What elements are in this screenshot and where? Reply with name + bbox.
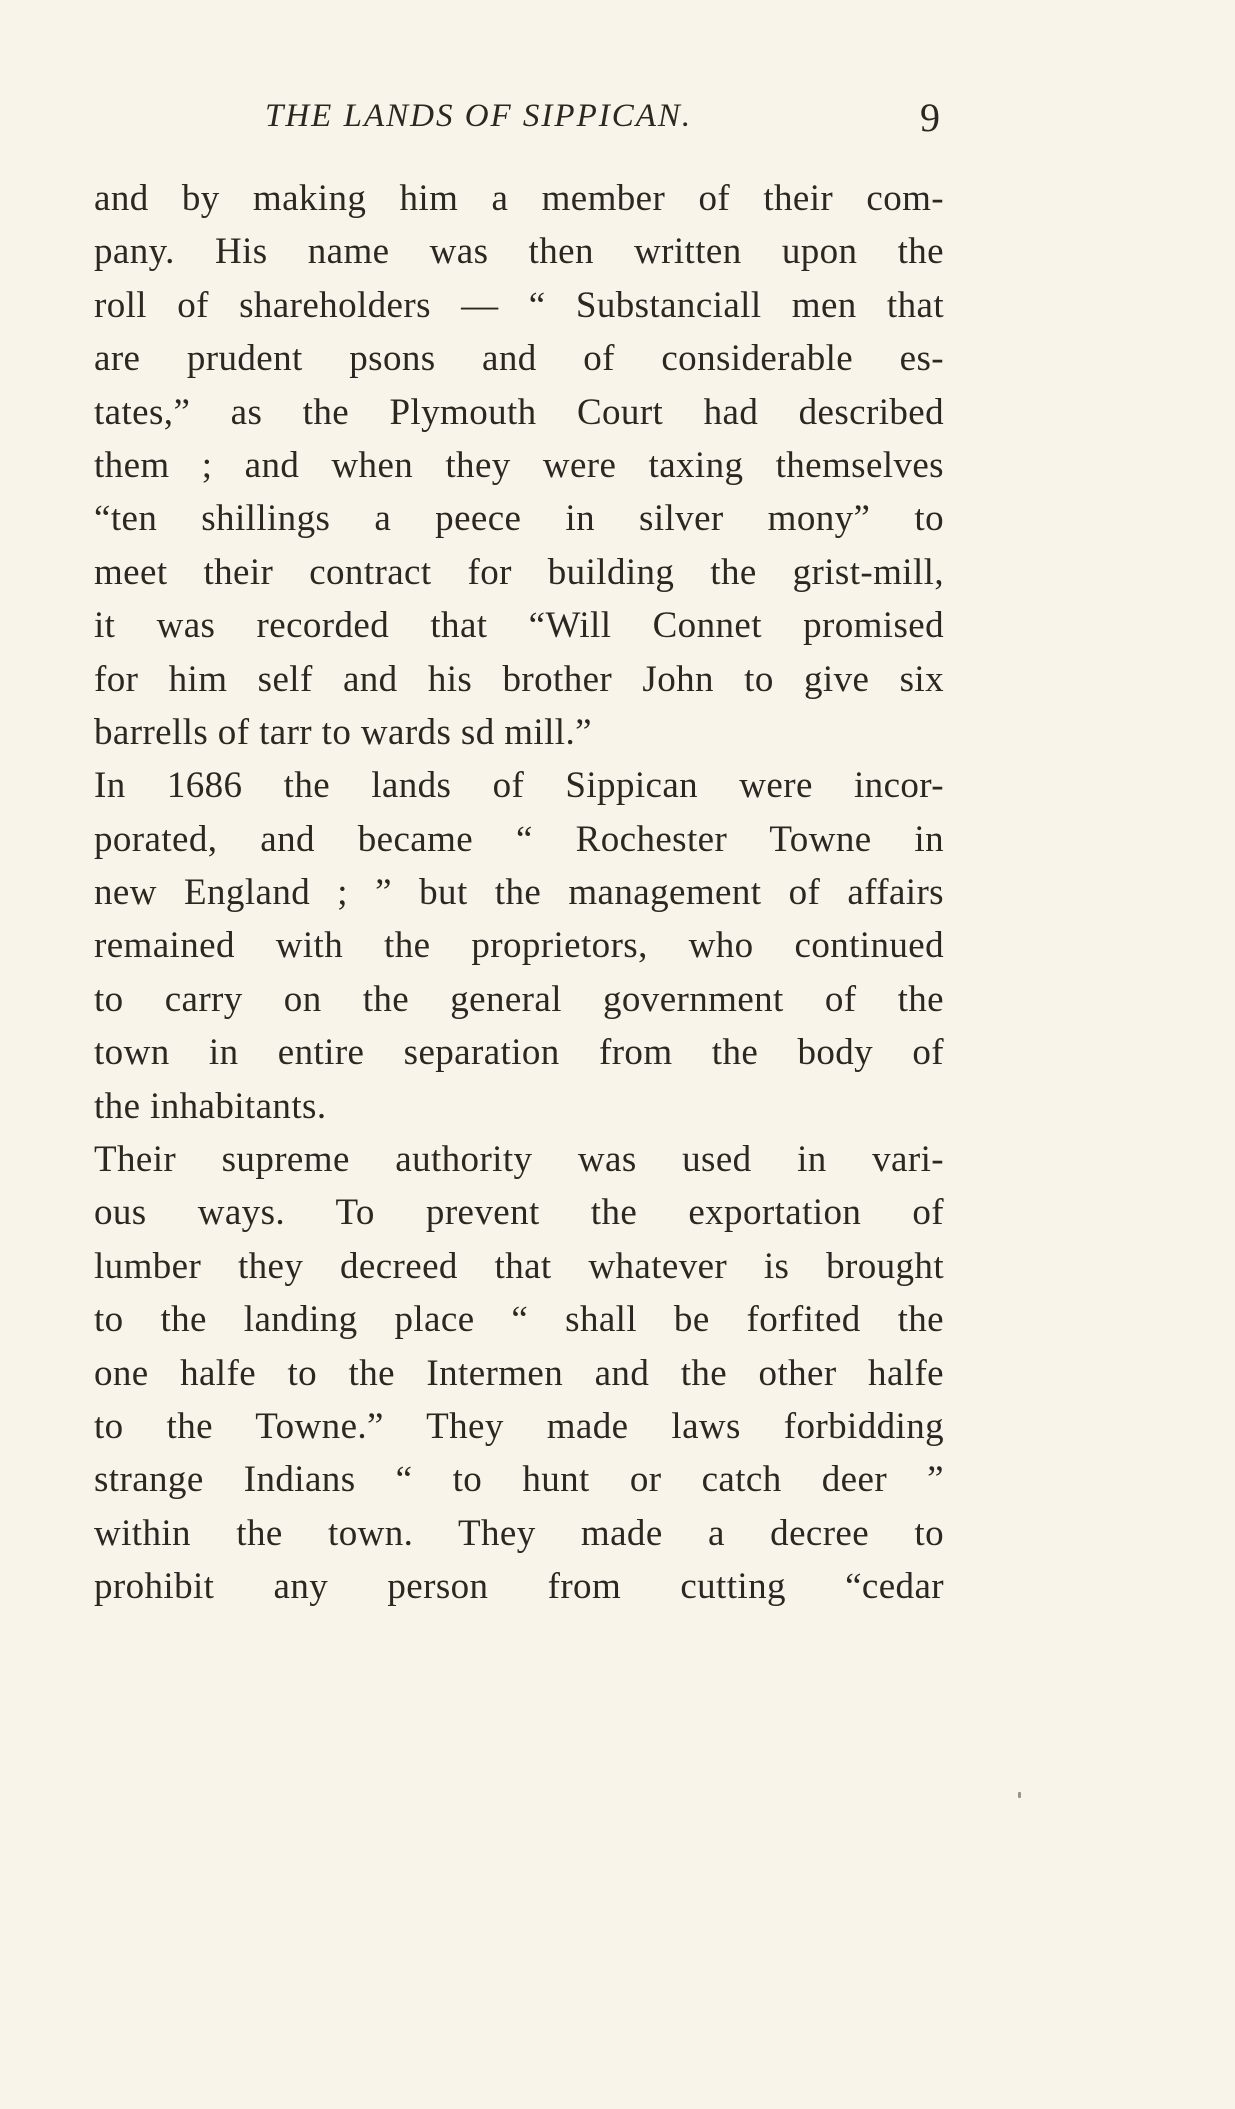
text-line: to carry on the general government of the: [94, 978, 944, 1020]
text-line: lumber they decreed that whatever is brought: [94, 1245, 944, 1287]
text-line: to the landing place “ shall be forfited the: [94, 1299, 944, 1341]
running-head: THE LANDS OF SIPPICAN.: [265, 98, 693, 134]
text-line: for him self and his brother John to give six: [94, 658, 944, 700]
text-line: town in entire separation from the body of: [94, 1032, 944, 1074]
text-line: meet their contract for building the grist-mill,: [94, 551, 944, 593]
text-line: strange Indians “ to hunt or catch deer ”: [94, 1459, 944, 1501]
text-line: are prudent psons and of considerable es-: [94, 338, 944, 380]
body-text: [94, 172, 944, 1614]
text-line: remained with the proprietors, who continued: [94, 925, 944, 967]
text-line: “ten shillings a peece in silver mony” to: [94, 498, 944, 540]
text-line: barrells of tarr to wards sd mill.”: [94, 711, 592, 753]
paragraph-start-line: In 1686 the lands of Sippican were incor-: [94, 765, 944, 807]
text-line: them ; and when they were taxing themselves: [94, 444, 944, 486]
page-number: 9: [920, 95, 940, 140]
text-line: prohibit any person from cutting “cedar: [94, 1566, 944, 1608]
text-line: new England ; ” but the management of affairs: [94, 872, 944, 914]
text-line: it was recorded that “Will Connet promised: [94, 605, 944, 647]
text-line: tates,” as the Plymouth Court had described: [94, 391, 944, 433]
text-line: ous ways. To prevent the exportation of: [94, 1192, 944, 1234]
text-line: pany. His name was then written upon the: [94, 231, 944, 273]
text-line: porated, and became “ Rochester Towne in: [94, 818, 944, 860]
text-line: the inhabitants.: [94, 1085, 327, 1127]
text-line: within the town. They made a decree to: [94, 1512, 944, 1554]
paper-speck: [1018, 1792, 1021, 1798]
text-line: one halfe to the Intermen and the other halfe: [94, 1352, 944, 1394]
text-line: to the Towne.” They made laws forbidding: [94, 1405, 944, 1447]
text-line: and by making him a member of their com-: [94, 178, 944, 219]
paragraph-start-line: Their supreme authority was used in vari-: [94, 1139, 944, 1181]
text-line: roll of shareholders — “ Substanciall men that: [94, 284, 944, 326]
